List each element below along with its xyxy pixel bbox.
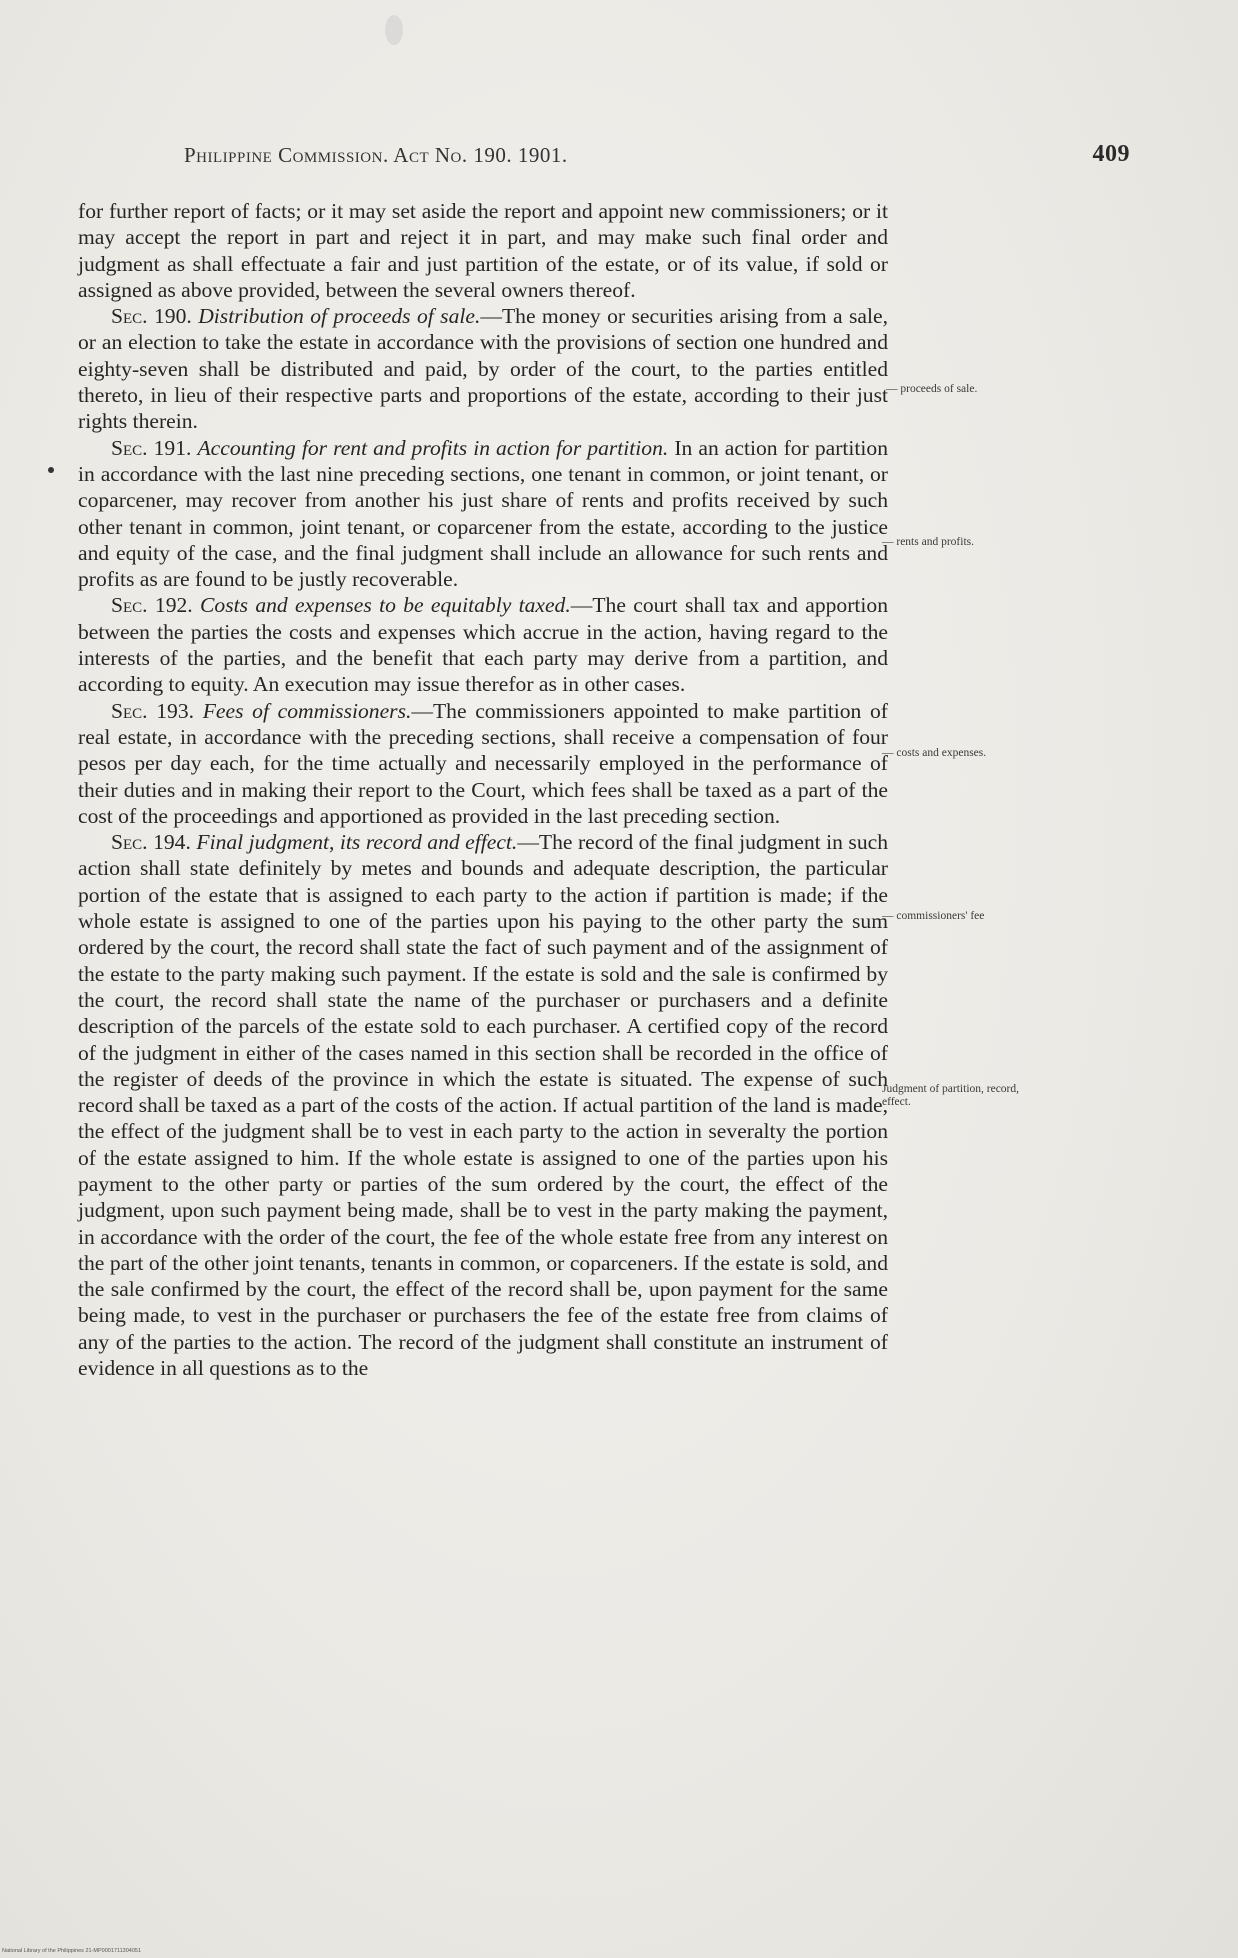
- section-title: Final judgment, its record and effect.: [196, 830, 518, 855]
- section-193: [78, 698, 888, 829]
- intro-paragraph: for further report of facts; or it may set aside the report and appoint new commissioners; or it may accept the report in part and reject it in part, and may make such final order and judgment as shall effectuate a fair and just partition of the estate, or of its value, if sold or assigned as above provided, between the several owners thereof.: [78, 199, 888, 302]
- section-text: —The commissioners appointed to make partition of real estate, in accordance with the preceding sections, shall receive a compensation of four pesos per day each, for the time actually and necessarily employed in the performance of their duties and in making their report to the Court, which fees shall be taxed as a part of the cost of the proceedings and apportioned as provided in the last preceding section.: [78, 698, 888, 828]
- section-label: Sec. 193.: [111, 698, 195, 723]
- section-label: Sec. 190.: [111, 304, 192, 329]
- page-number: 409: [1092, 141, 1130, 167]
- section-title: Fees of commissioners.: [202, 698, 412, 723]
- running-header: [180, 143, 1130, 173]
- section-190: [78, 303, 888, 434]
- section-title: Costs and expenses to be equitably taxed.: [200, 593, 571, 618]
- footer-credit: National Library of the Philippines 21-MP0001711304051: [2, 1948, 142, 1954]
- section-text: —The money or securities arising from a sale, or an election to take the estate in accordance with the provisions of section one hundred and eighty-seven shall be distributed and paid, by order of the court, to the parties entitled thereto, in lieu of their respective parts and proportions of the estate, according to their just rights therein.: [78, 304, 889, 434]
- margin-dot-mark: [48, 467, 54, 473]
- section-label: Sec. 194.: [111, 830, 191, 855]
- section-194: [78, 829, 888, 1381]
- side-note-proceeds: — proceeds of sale.: [886, 383, 978, 395]
- header-title: Philippine Commission. Act No. 190. 1901.: [184, 143, 568, 167]
- section-text: —The record of the final judgment in such action shall state definitely by metes and bounds and adequate description, the particular portion of the estate that is assigned to each party to the action if partition is made; if the whole estate is assigned to one of the parties upon his paying to the other party the sum ordered by the court, the record shall state the fact of such payment and of the assignment of the estate to the party making such payment. If the estate is sold and the sale is confirmed by the court, the record shall state the name of the purchaser or purchasers and a definite description of the parcels of the estate sold to each purchaser. A certified copy of the record of the judgment in either of the cases named in this section shall be recorded in the office of the register of deeds of the province in which the estate is situated. The expense of such record shall be taxed as a part of the costs of the action. If actual partition of the land is made, the effect of the judgment shall be to vest in each party to the action in severalty the portion of the estate assigned to him. If the whole estate is assigned to one of the parties upon his payment to the other party or parties of the sum ordered by the court, the effect of the judgment, upon such payment being made, shall be to vest in the party making the payment, in accordance with the order of the court, the fee of the whole estate free from any interest on the part of the other joint tenants, tenants in common, or coparceners. If the estate is sold, and the sale confirmed by the court, the effect of the record shall be, upon payment for the same being made, to vest in the purchaser or purchasers the fee of the estate free from claims of any of the parties to the action. The record of the judgment shall constitute an instrument of evidence in all questions as to the: [78, 830, 889, 1381]
- side-note-commissioners: — commissioners' fee: [882, 910, 985, 922]
- side-note-rents: — rents and profits.: [882, 536, 974, 548]
- section-text: In an action for partition in accordance with the last nine preceding sections, one tenant in common, or joint tenant, or coparcener, may recover from another his just share of rents and profits received by such other tenant in common, joint tenant, or coparcener from the estate, according to the justice and equity of the case, and the final judgment shall include an allowance for such rents and profits as are found to be justly recoverable.: [78, 435, 888, 592]
- side-note-costs: — costs and expenses.: [882, 747, 987, 759]
- body-text: [78, 198, 888, 1381]
- section-191: [78, 435, 888, 593]
- section-title: Distribution of proceeds of sale.: [198, 304, 481, 329]
- section-text: —The court shall tax and apportion between the parties the costs and expenses which accrue in the action, having regard to the interests of the parties, and the benefit that each party may derive from a partition, and according to equity. An execution may issue therefor as in other cases.: [78, 593, 888, 697]
- section-192: [78, 592, 888, 697]
- section-label: Sec. 192.: [111, 593, 193, 618]
- section-label: Sec. 191.: [111, 435, 192, 460]
- paper-smudge: [385, 15, 403, 45]
- side-note-judgment: Judgment of partition, record, effect.: [882, 1083, 1020, 1108]
- section-title: Accounting for rent and profits in action for partition.: [197, 435, 669, 460]
